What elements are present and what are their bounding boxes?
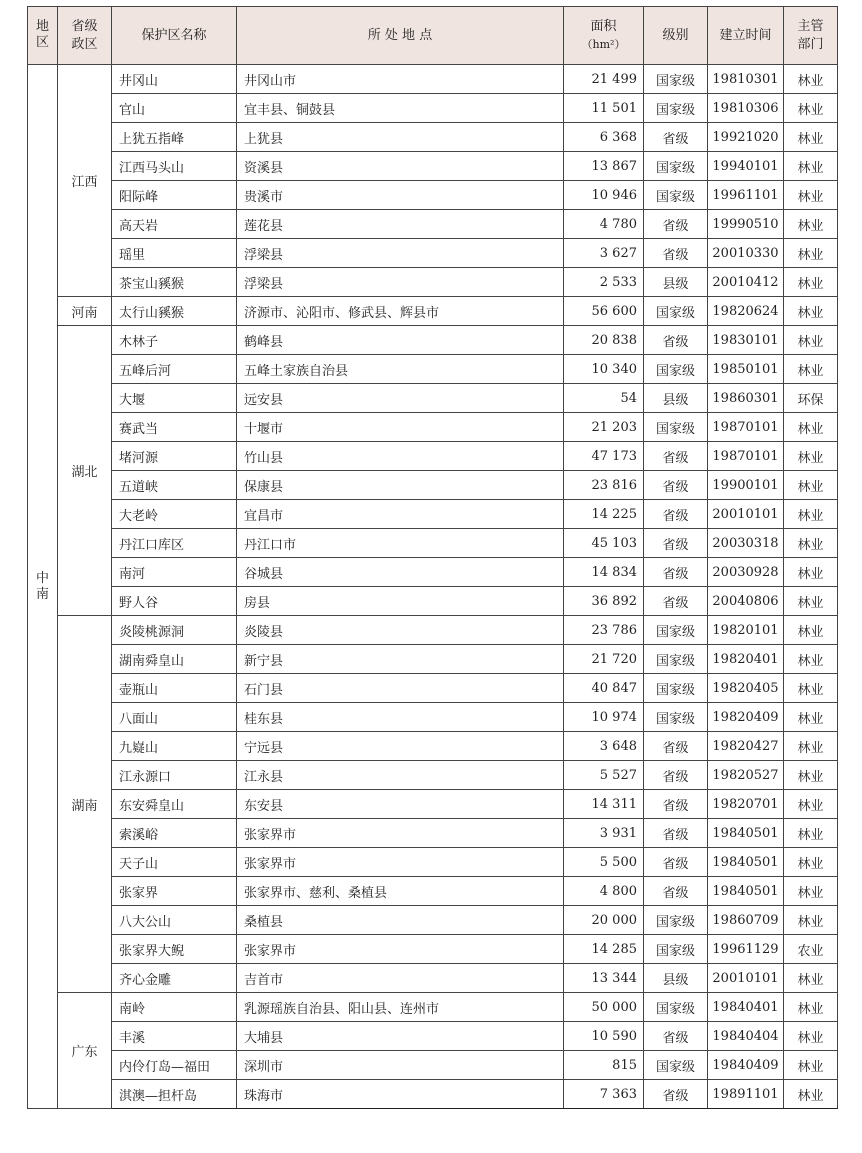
level-cell: 国家级 [644, 674, 708, 703]
dept-cell: 林业 [784, 471, 838, 500]
table-row [28, 65, 838, 94]
reserve-name-cell: 江永源口 [112, 761, 237, 790]
area-cell: 6 368 [564, 123, 644, 152]
location-cell: 资溪县 [237, 152, 564, 181]
level-cell: 国家级 [644, 935, 708, 964]
table-row [28, 732, 838, 761]
header-name: 保护区名称 [112, 7, 237, 65]
dept-cell: 林业 [784, 181, 838, 210]
date-cell: 20010101 [708, 964, 784, 993]
dept-cell: 林业 [784, 616, 838, 645]
dept-cell: 林业 [784, 152, 838, 181]
location-cell: 浮梁县 [237, 239, 564, 268]
table-row [28, 935, 838, 964]
dept-cell: 林业 [784, 123, 838, 152]
date-cell: 19840409 [708, 1051, 784, 1080]
location-cell: 新宁县 [237, 645, 564, 674]
dept-cell: 林业 [784, 268, 838, 297]
area-cell: 2 533 [564, 268, 644, 297]
location-cell: 吉首市 [237, 964, 564, 993]
province-cell: 河南 [58, 297, 112, 326]
area-cell: 11 501 [564, 94, 644, 123]
area-cell: 7 363 [564, 1080, 644, 1109]
table-row [28, 384, 838, 413]
area-cell: 36 892 [564, 587, 644, 616]
reserve-name-cell: 井冈山 [112, 65, 237, 94]
table-row [28, 529, 838, 558]
location-cell: 宁远县 [237, 732, 564, 761]
dept-cell: 林业 [784, 500, 838, 529]
level-cell: 国家级 [644, 616, 708, 645]
date-cell: 20010101 [708, 500, 784, 529]
level-cell: 国家级 [644, 645, 708, 674]
date-cell: 19891101 [708, 1080, 784, 1109]
dept-cell: 林业 [784, 761, 838, 790]
reserve-name-cell: 太行山豯猴 [112, 297, 237, 326]
province-cell: 广东 [58, 993, 112, 1109]
location-cell: 十堰市 [237, 413, 564, 442]
table-row [28, 558, 838, 587]
level-cell: 国家级 [644, 703, 708, 732]
level-cell: 省级 [644, 471, 708, 500]
reserve-name-cell: 五峰后河 [112, 355, 237, 384]
level-cell: 省级 [644, 587, 708, 616]
table-row [28, 1080, 838, 1109]
reserve-name-cell: 赛武当 [112, 413, 237, 442]
date-cell: 19961101 [708, 181, 784, 210]
date-cell: 19820101 [708, 616, 784, 645]
reserve-name-cell: 内伶仃岛—福田 [112, 1051, 237, 1080]
reserve-name-cell: 官山 [112, 94, 237, 123]
table-row [28, 645, 838, 674]
table-row [28, 1051, 838, 1080]
table-row [28, 877, 838, 906]
reserve-name-cell: 大老岭 [112, 500, 237, 529]
reserve-name-cell: 南岭 [112, 993, 237, 1022]
date-cell: 20030318 [708, 529, 784, 558]
date-cell: 19940101 [708, 152, 784, 181]
dept-cell: 农业 [784, 935, 838, 964]
area-cell: 3 931 [564, 819, 644, 848]
reserve-name-cell: 丰溪 [112, 1022, 237, 1051]
dept-cell: 林业 [784, 645, 838, 674]
date-cell: 19820409 [708, 703, 784, 732]
level-cell: 县级 [644, 384, 708, 413]
dept-cell: 林业 [784, 1022, 838, 1051]
level-cell: 省级 [644, 790, 708, 819]
header-location: 所 处 地 点 [237, 7, 564, 65]
dept-cell: 林业 [784, 674, 838, 703]
reserve-name-cell: 湖南舜皇山 [112, 645, 237, 674]
reserve-name-cell: 上犹五指峰 [112, 123, 237, 152]
table-row [28, 442, 838, 471]
reserve-name-cell: 丹江口库区 [112, 529, 237, 558]
reserve-name-cell: 淇澳—担杆岛 [112, 1080, 237, 1109]
area-cell: 10 946 [564, 181, 644, 210]
location-cell: 张家界市 [237, 819, 564, 848]
level-cell: 省级 [644, 529, 708, 558]
level-cell: 省级 [644, 877, 708, 906]
area-cell: 23 816 [564, 471, 644, 500]
table-row [28, 268, 838, 297]
date-cell: 19820701 [708, 790, 784, 819]
area-cell: 14 225 [564, 500, 644, 529]
area-cell: 50 000 [564, 993, 644, 1022]
reserve-name-cell: 索溪峪 [112, 819, 237, 848]
level-cell: 国家级 [644, 413, 708, 442]
dept-cell: 林业 [784, 703, 838, 732]
reserve-name-cell: 天子山 [112, 848, 237, 877]
location-cell: 珠海市 [237, 1080, 564, 1109]
level-cell: 国家级 [644, 993, 708, 1022]
area-cell: 54 [564, 384, 644, 413]
location-cell: 井冈山市 [237, 65, 564, 94]
table-row [28, 500, 838, 529]
location-cell: 乳源瑶族自治县、阳山县、连州市 [237, 993, 564, 1022]
level-cell: 国家级 [644, 181, 708, 210]
location-cell: 五峰土家族自治县 [237, 355, 564, 384]
table-row [28, 964, 838, 993]
date-cell: 19840501 [708, 877, 784, 906]
date-cell: 19820624 [708, 297, 784, 326]
table-row [28, 674, 838, 703]
area-cell: 20 000 [564, 906, 644, 935]
level-cell: 省级 [644, 1080, 708, 1109]
level-cell: 省级 [644, 819, 708, 848]
dept-cell: 林业 [784, 790, 838, 819]
dept-cell: 林业 [784, 993, 838, 1022]
date-cell: 20040806 [708, 587, 784, 616]
date-cell: 19840501 [708, 819, 784, 848]
header-province: 省级政区 [58, 7, 112, 65]
location-cell: 桂东县 [237, 703, 564, 732]
level-cell: 国家级 [644, 152, 708, 181]
dept-cell: 林业 [784, 906, 838, 935]
area-cell: 815 [564, 1051, 644, 1080]
level-cell: 省级 [644, 558, 708, 587]
table-row [28, 94, 838, 123]
area-cell: 21 499 [564, 65, 644, 94]
level-cell: 省级 [644, 1022, 708, 1051]
date-cell: 19921020 [708, 123, 784, 152]
header-dept: 主管部门 [784, 7, 838, 65]
date-cell: 19840401 [708, 993, 784, 1022]
dept-cell: 林业 [784, 239, 838, 268]
reserve-name-cell: 九嶷山 [112, 732, 237, 761]
dept-cell: 林业 [784, 326, 838, 355]
dept-cell: 林业 [784, 1051, 838, 1080]
reserve-name-cell: 野人谷 [112, 587, 237, 616]
level-cell: 省级 [644, 732, 708, 761]
level-cell: 国家级 [644, 1051, 708, 1080]
location-cell: 上犹县 [237, 123, 564, 152]
date-cell: 20010412 [708, 268, 784, 297]
location-cell: 丹江口市 [237, 529, 564, 558]
area-cell: 13 344 [564, 964, 644, 993]
location-cell: 谷城县 [237, 558, 564, 587]
nature-reserve-table [27, 6, 838, 1109]
table-row [28, 761, 838, 790]
area-cell: 47 173 [564, 442, 644, 471]
area-cell: 3 627 [564, 239, 644, 268]
area-cell: 14 285 [564, 935, 644, 964]
area-cell: 3 648 [564, 732, 644, 761]
date-cell: 19860301 [708, 384, 784, 413]
area-cell: 14 311 [564, 790, 644, 819]
dept-cell: 林业 [784, 355, 838, 384]
header-level: 级别 [644, 7, 708, 65]
location-cell: 张家界市、慈利、桑植县 [237, 877, 564, 906]
level-cell: 县级 [644, 268, 708, 297]
date-cell: 19820405 [708, 674, 784, 703]
date-cell: 19900101 [708, 471, 784, 500]
level-cell: 县级 [644, 964, 708, 993]
header-row [28, 7, 838, 65]
reserve-name-cell: 八面山 [112, 703, 237, 732]
date-cell: 19870101 [708, 413, 784, 442]
reserve-name-cell: 高天岩 [112, 210, 237, 239]
area-cell: 40 847 [564, 674, 644, 703]
level-cell: 省级 [644, 239, 708, 268]
location-cell: 张家界市 [237, 848, 564, 877]
dept-cell: 林业 [784, 848, 838, 877]
level-cell: 省级 [644, 761, 708, 790]
level-cell: 省级 [644, 500, 708, 529]
table-row [28, 993, 838, 1022]
reserve-name-cell: 张家界 [112, 877, 237, 906]
reserve-name-cell: 瑶里 [112, 239, 237, 268]
dept-cell: 林业 [784, 964, 838, 993]
dept-cell: 林业 [784, 442, 838, 471]
table-row [28, 355, 838, 384]
table-row [28, 906, 838, 935]
date-cell: 19990510 [708, 210, 784, 239]
reserve-name-cell: 江西马头山 [112, 152, 237, 181]
date-cell: 19860709 [708, 906, 784, 935]
location-cell: 桑植县 [237, 906, 564, 935]
table-row [28, 819, 838, 848]
dept-cell: 林业 [784, 413, 838, 442]
date-cell: 20030928 [708, 558, 784, 587]
date-cell: 20010330 [708, 239, 784, 268]
province-cell: 江西 [58, 65, 112, 297]
area-cell: 10 340 [564, 355, 644, 384]
dept-cell: 环保 [784, 384, 838, 413]
level-cell: 省级 [644, 848, 708, 877]
reserve-name-cell: 壶瓶山 [112, 674, 237, 703]
level-cell: 省级 [644, 442, 708, 471]
table-row [28, 413, 838, 442]
date-cell: 19961129 [708, 935, 784, 964]
dept-cell: 林业 [784, 210, 838, 239]
table-row [28, 848, 838, 877]
table-row [28, 326, 838, 355]
level-cell: 国家级 [644, 297, 708, 326]
reserve-name-cell: 大堰 [112, 384, 237, 413]
location-cell: 江永县 [237, 761, 564, 790]
province-cell: 湖南 [58, 616, 112, 993]
reserve-name-cell: 八大公山 [112, 906, 237, 935]
location-cell: 石门县 [237, 674, 564, 703]
table-row [28, 616, 838, 645]
reserve-name-cell: 阳际峰 [112, 181, 237, 210]
reserve-name-cell: 堵河源 [112, 442, 237, 471]
location-cell: 贵溪市 [237, 181, 564, 210]
date-cell: 19820527 [708, 761, 784, 790]
date-cell: 19850101 [708, 355, 784, 384]
location-cell: 远安县 [237, 384, 564, 413]
area-cell: 56 600 [564, 297, 644, 326]
reserve-name-cell: 南河 [112, 558, 237, 587]
location-cell: 济源市、沁阳市、修武县、辉县市 [237, 297, 564, 326]
area-cell: 4 780 [564, 210, 644, 239]
header-area: 面积 （hm²） [564, 7, 644, 65]
table-row [28, 703, 838, 732]
header-date: 建立时间 [708, 7, 784, 65]
dept-cell: 林业 [784, 1080, 838, 1109]
table-row [28, 123, 838, 152]
dept-cell: 林业 [784, 587, 838, 616]
table-row [28, 471, 838, 500]
area-cell: 14 834 [564, 558, 644, 587]
level-cell: 省级 [644, 326, 708, 355]
date-cell: 19840404 [708, 1022, 784, 1051]
reserve-name-cell: 张家界大鲵 [112, 935, 237, 964]
area-cell: 45 103 [564, 529, 644, 558]
reserve-name-cell: 齐心金雕 [112, 964, 237, 993]
reserve-name-cell: 五道峡 [112, 471, 237, 500]
location-cell: 房县 [237, 587, 564, 616]
header-region: 地区 [28, 7, 58, 65]
location-cell: 炎陵县 [237, 616, 564, 645]
region-cell [28, 65, 58, 1109]
reserve-name-cell: 茶宝山豯猴 [112, 268, 237, 297]
location-cell: 大埔县 [237, 1022, 564, 1051]
area-cell: 23 786 [564, 616, 644, 645]
date-cell: 19840501 [708, 848, 784, 877]
province-cell: 湖北 [58, 326, 112, 616]
location-cell: 莲花县 [237, 210, 564, 239]
date-cell: 19870101 [708, 442, 784, 471]
level-cell: 国家级 [644, 94, 708, 123]
table-row [28, 181, 838, 210]
dept-cell: 林业 [784, 558, 838, 587]
dept-cell: 林业 [784, 819, 838, 848]
area-cell: 10 974 [564, 703, 644, 732]
location-cell: 浮梁县 [237, 268, 564, 297]
area-cell: 10 590 [564, 1022, 644, 1051]
level-cell: 国家级 [644, 355, 708, 384]
location-cell: 宜昌市 [237, 500, 564, 529]
level-cell: 国家级 [644, 906, 708, 935]
location-cell: 东安县 [237, 790, 564, 819]
reserve-name-cell: 木林子 [112, 326, 237, 355]
area-cell: 5 527 [564, 761, 644, 790]
location-cell: 张家界市 [237, 935, 564, 964]
date-cell: 19820401 [708, 645, 784, 674]
location-cell: 竹山县 [237, 442, 564, 471]
region-label: 中南 [35, 570, 49, 602]
table-body [28, 65, 838, 1109]
location-cell: 宜丰县、铜鼓县 [237, 94, 564, 123]
date-cell: 19830101 [708, 326, 784, 355]
level-cell: 省级 [644, 210, 708, 239]
area-cell: 20 838 [564, 326, 644, 355]
location-cell: 深圳市 [237, 1051, 564, 1080]
reserve-name-cell: 炎陵桃源洞 [112, 616, 237, 645]
area-cell: 13 867 [564, 152, 644, 181]
level-cell: 省级 [644, 123, 708, 152]
table-row [28, 587, 838, 616]
date-cell: 19810301 [708, 65, 784, 94]
dept-cell: 林业 [784, 94, 838, 123]
area-cell: 4 800 [564, 877, 644, 906]
table-row [28, 239, 838, 268]
date-cell: 19820427 [708, 732, 784, 761]
dept-cell: 林业 [784, 529, 838, 558]
date-cell: 19810306 [708, 94, 784, 123]
table-row [28, 1022, 838, 1051]
area-cell: 21 203 [564, 413, 644, 442]
table-row [28, 790, 838, 819]
dept-cell: 林业 [784, 732, 838, 761]
table-row [28, 210, 838, 239]
dept-cell: 林业 [784, 297, 838, 326]
table-row [28, 152, 838, 181]
dept-cell: 林业 [784, 877, 838, 906]
area-cell: 5 500 [564, 848, 644, 877]
dept-cell: 林业 [784, 65, 838, 94]
table-row [28, 297, 838, 326]
reserve-name-cell: 东安舜皇山 [112, 790, 237, 819]
level-cell: 国家级 [644, 65, 708, 94]
area-cell: 21 720 [564, 645, 644, 674]
location-cell: 鹤峰县 [237, 326, 564, 355]
location-cell: 保康县 [237, 471, 564, 500]
